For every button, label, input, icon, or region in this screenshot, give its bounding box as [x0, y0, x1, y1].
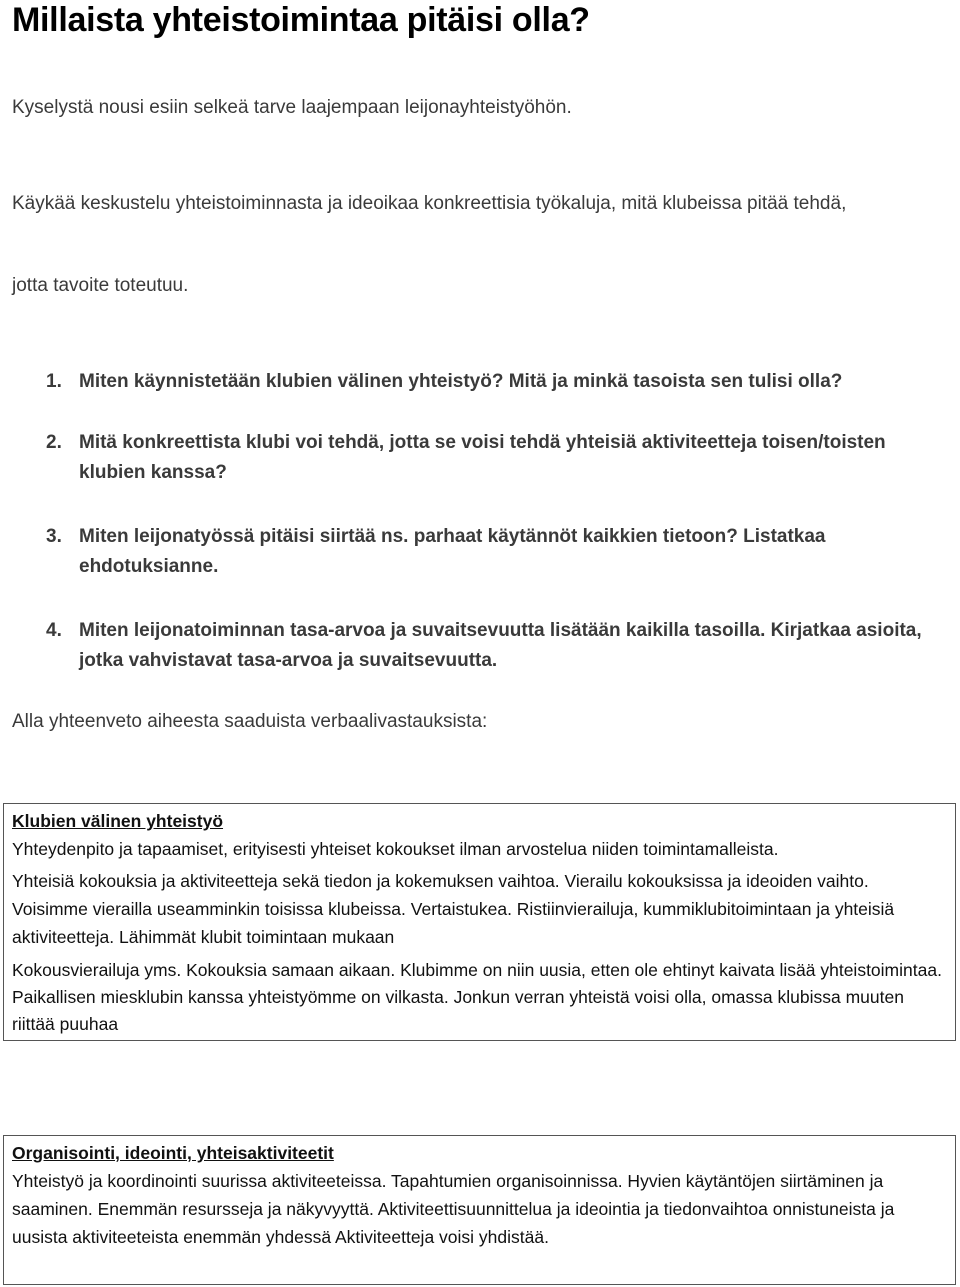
- question-number: 2.: [46, 432, 62, 453]
- question-number: 1.: [46, 371, 62, 392]
- question-item: [46, 522, 926, 582]
- box-paragraph: Yhteisiä kokouksia ja aktiviteetteja sekä tiedon ja kokemuksen vaihtoa. Vierailu kokouksissa ja ideoiden vaihto. Voisimme vierailla useamminkin toisissa klubeissa. Vertaistukea. Ristiinvierailuja, kummiklubitoimintaan ja yhteisiä aktiviteetteja. Lähimmät klubit toimintaan mukaan: [12, 871, 895, 947]
- intro-line-3: jotta tavoite toteutuu.: [12, 275, 189, 296]
- intro-line-1: Kyselystä nousi esiin selkeä tarve laajempaan leijonayhteistyöhön.: [12, 97, 572, 118]
- intro-line-2: Käykää keskustelu yhteistoiminnasta ja ideoikaa konkreettisia työkaluja, mitä klubeissa pitää tehdä,: [12, 193, 847, 214]
- question-number: 3.: [46, 526, 62, 547]
- box-heading: Klubien välinen yhteistyö: [12, 811, 224, 831]
- question-item: [46, 616, 926, 676]
- box-paragraph: Yhteistyö ja koordinointi suurissa aktiviteeteissa. Tapahtumien organisoinnissa. Hyvien käytäntöjen siirtäminen ja saaminen. Enemmän resursseja ja näkyvyyttä. Aktiviteettisuunnittelua ja ideointia ja tiedonvaihtoa onnistuneista ja uusista aktiviteeteista enemmän yhdessä Aktiviteetteja voisi yhdistää.: [12, 1171, 895, 1247]
- box-paragraph: Yhteydenpito ja tapaamiset, erityisesti yhteiset kokoukset ilman arvostelua niiden toimintamalleista.: [12, 839, 779, 859]
- summary-intro: Alla yhteenveto aiheesta saaduista verbaalivastauksista:: [12, 711, 488, 732]
- question-text: Miten leijonatoiminnan tasa-arvoa ja suvaitsevuutta lisätään kaikilla tasoilla. Kirjatkaa asioita, jotka vahvistavat tasa-arvoa ja suvaitsevuutta.: [79, 620, 922, 671]
- box-heading: Organisointi, ideointi, yhteisaktiviteetit: [12, 1143, 334, 1163]
- summary-box-club-cooperation: [3, 803, 956, 1041]
- question-item: [46, 367, 926, 397]
- question-text: Miten käynnistetään klubien välinen yhteistyö? Mitä ja minkä tasoista sen tulisi olla?: [79, 371, 843, 392]
- question-text: Mitä konkreettista klubi voi tehdä, jotta se voisi tehdä yhteisiä aktiviteetteja toisen/toisten klubien kanssa?: [79, 432, 886, 483]
- box-paragraph: Kokousvierailuja yms. Kokouksia samaan aikaan. Klubimme on niin uusia, etten ole ehtinyt kaivata lisää yhteistoimintaa. Paikallisen miesklubin kanssa yhteistyömme on vilkasta. Jonkun verran yhteistä voisi olla, omassa klubissa muuten riittää puuhaa: [12, 960, 942, 1034]
- page-title: Millaista yhteistoimintaa pitäisi olla?: [12, 1, 590, 39]
- question-text: Miten leijonatyössä pitäisi siirtää ns. parhaat käytännöt kaikkien tietoon? Listatkaa ehdotuksianne.: [79, 526, 826, 577]
- summary-box-organizing: [3, 1135, 956, 1285]
- question-item: [46, 428, 926, 488]
- question-number: 4.: [46, 620, 62, 641]
